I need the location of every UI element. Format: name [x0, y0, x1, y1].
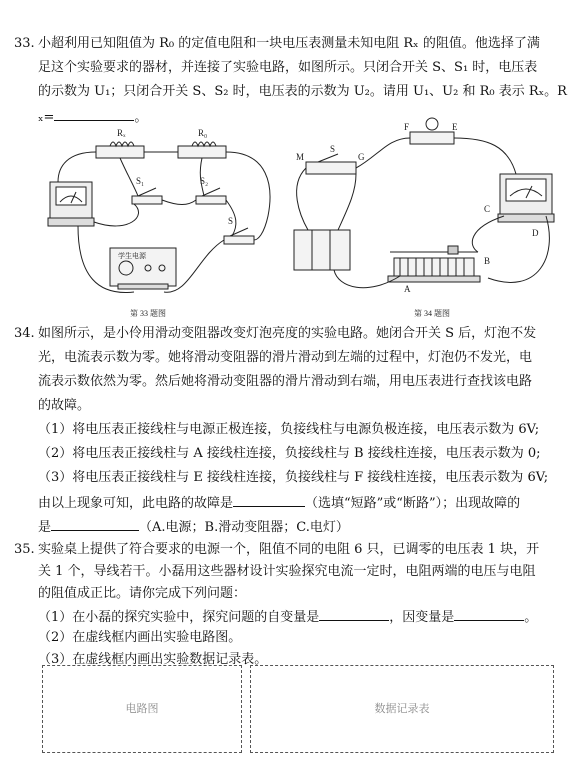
fig34-f-label: F: [404, 122, 410, 132]
q34-item2: （2）将电压表正接线柱与 A 接线柱连接，负接线柱与 B 接线柱连接，电压表示数为 0;: [38, 446, 541, 461]
q34-line2: 光，电流表示数为零。她将滑动变阻器的滑片滑动到左端的过程中，灯泡仍不发光，电: [38, 350, 533, 365]
fig33-s-label: S: [228, 216, 234, 226]
q33-number: 33.: [14, 36, 35, 51]
figures-area: [38, 116, 575, 321]
q34-item1: （1）将电压表正接线柱与电源正极连接，负接线柱与电源负极连接，电压表示数为 6V;: [38, 422, 540, 437]
q34-conclusion2-prefix: 是: [38, 520, 52, 535]
q34-line1: 如图所示，是小伶用滑动变阻器改变灯泡亮度的实验电路。她闭合开关 S 后，灯泡不发: [38, 326, 537, 341]
fig34-e-label: E: [452, 122, 458, 132]
fig34-b-label: B: [484, 256, 491, 266]
q35-line3: 的阻值成正比。请你完成下列问题：: [38, 586, 247, 601]
q33-answer-prefix: ₓ=: [38, 110, 55, 125]
fig34-d-label: D: [532, 228, 539, 238]
figure33-diagram: [48, 142, 270, 292]
q35-item1-mid: ，因变量是: [389, 610, 455, 625]
circuit-figures-svg: [38, 116, 575, 321]
q34-item3: （3）将电压表正接线柱与 E 接线柱连接，负接线柱与 F 接线柱连接，电压表示数为 6V;: [38, 470, 549, 485]
q34-conclusion-prefix: 由以上现象可知，此电路的故障是: [38, 496, 234, 511]
fig34-a-label: A: [404, 284, 411, 294]
fig34-c-label: C: [484, 204, 491, 214]
fig34-s-label: S: [330, 144, 336, 154]
fig33-power-label: 学生电源: [118, 252, 146, 260]
q35-item1: [38, 606, 537, 628]
fig33-r0-label: R₀: [198, 128, 208, 138]
q35-independent-variable-blank[interactable]: [319, 606, 389, 621]
q35-item1-suffix: 。: [524, 610, 538, 625]
fig34-caption: 第 34 题图: [414, 309, 450, 318]
fig33-s1-label: S₁: [136, 176, 145, 186]
q35-number: 35.: [14, 542, 35, 557]
q34-conclusion2-suffix: （A.电源；B.滑动变阻器；C.电灯）: [139, 520, 349, 535]
q34-conclusion: [38, 492, 520, 514]
q34-fault-location-blank[interactable]: [51, 516, 139, 531]
q35-item3: （3）在虚线框内画出实验数据记录表。: [38, 652, 268, 667]
q33-line1: 小超利用已知阻值为 R₀ 的定值电阻和一块电压表测量未知电阻 Rₓ 的阻值。他选择了满: [38, 36, 540, 51]
q34-conclusion2: [38, 516, 349, 538]
data-table-box[interactable]: [250, 665, 554, 753]
q34-conclusion-suffix: （选填“短路”或“断路”）；出现故障的: [305, 496, 521, 511]
q35-item1-prefix: （1）在小磊的探究实验中，探究问题的自变量是: [38, 610, 320, 625]
circuit-diagram-box[interactable]: [42, 665, 242, 753]
q33-answer-suffix: 。: [134, 110, 148, 125]
fig34-m-label: M: [296, 152, 305, 162]
q35-dependent-variable-blank[interactable]: [454, 606, 524, 621]
q34-line3: 流表示数依然为零。然后她将滑动变阻器的滑片滑动到右端，用电压表进行查找该电路: [38, 374, 533, 389]
q34-line4: 的故障。: [38, 398, 91, 413]
circuit-diagram-box-label: 电路图: [125, 702, 159, 715]
q33-line2: 足这个实验要求的器材，并连接了实验电路，如图所示。只闭合开关 S、S₁ 时，电压表: [38, 60, 538, 75]
fig33-caption: 第 33 题图: [130, 309, 166, 318]
fig33-rx-label: Rₓ: [117, 128, 126, 138]
q33-line3: 的示数为 U₁；只闭合开关 S、S₂ 时，电压表的示数为 U₂。请用 U₁、U₂ 和 R₀ 表示 Rₓ。R: [38, 84, 567, 99]
q35-line2: 关 1 个，导线若干。小磊用这些器材设计实验探究电流一定时，电阻两端的电压与电阻: [38, 564, 536, 579]
q35-line1: 实验桌上提供了符合要求的电源一个，阻值不同的电阻 6 只，已调零的电压表 1 块，开: [38, 542, 540, 557]
fig33-s2-label: S₂: [200, 176, 209, 186]
q34-fault-type-blank[interactable]: [233, 492, 305, 507]
q34-number: 34.: [14, 326, 35, 341]
fig34-g-label: G: [358, 152, 365, 162]
q35-item2: （2）在虚线框内画出实验电路图。: [38, 630, 242, 645]
data-table-box-label: 数据记录表: [374, 702, 430, 715]
